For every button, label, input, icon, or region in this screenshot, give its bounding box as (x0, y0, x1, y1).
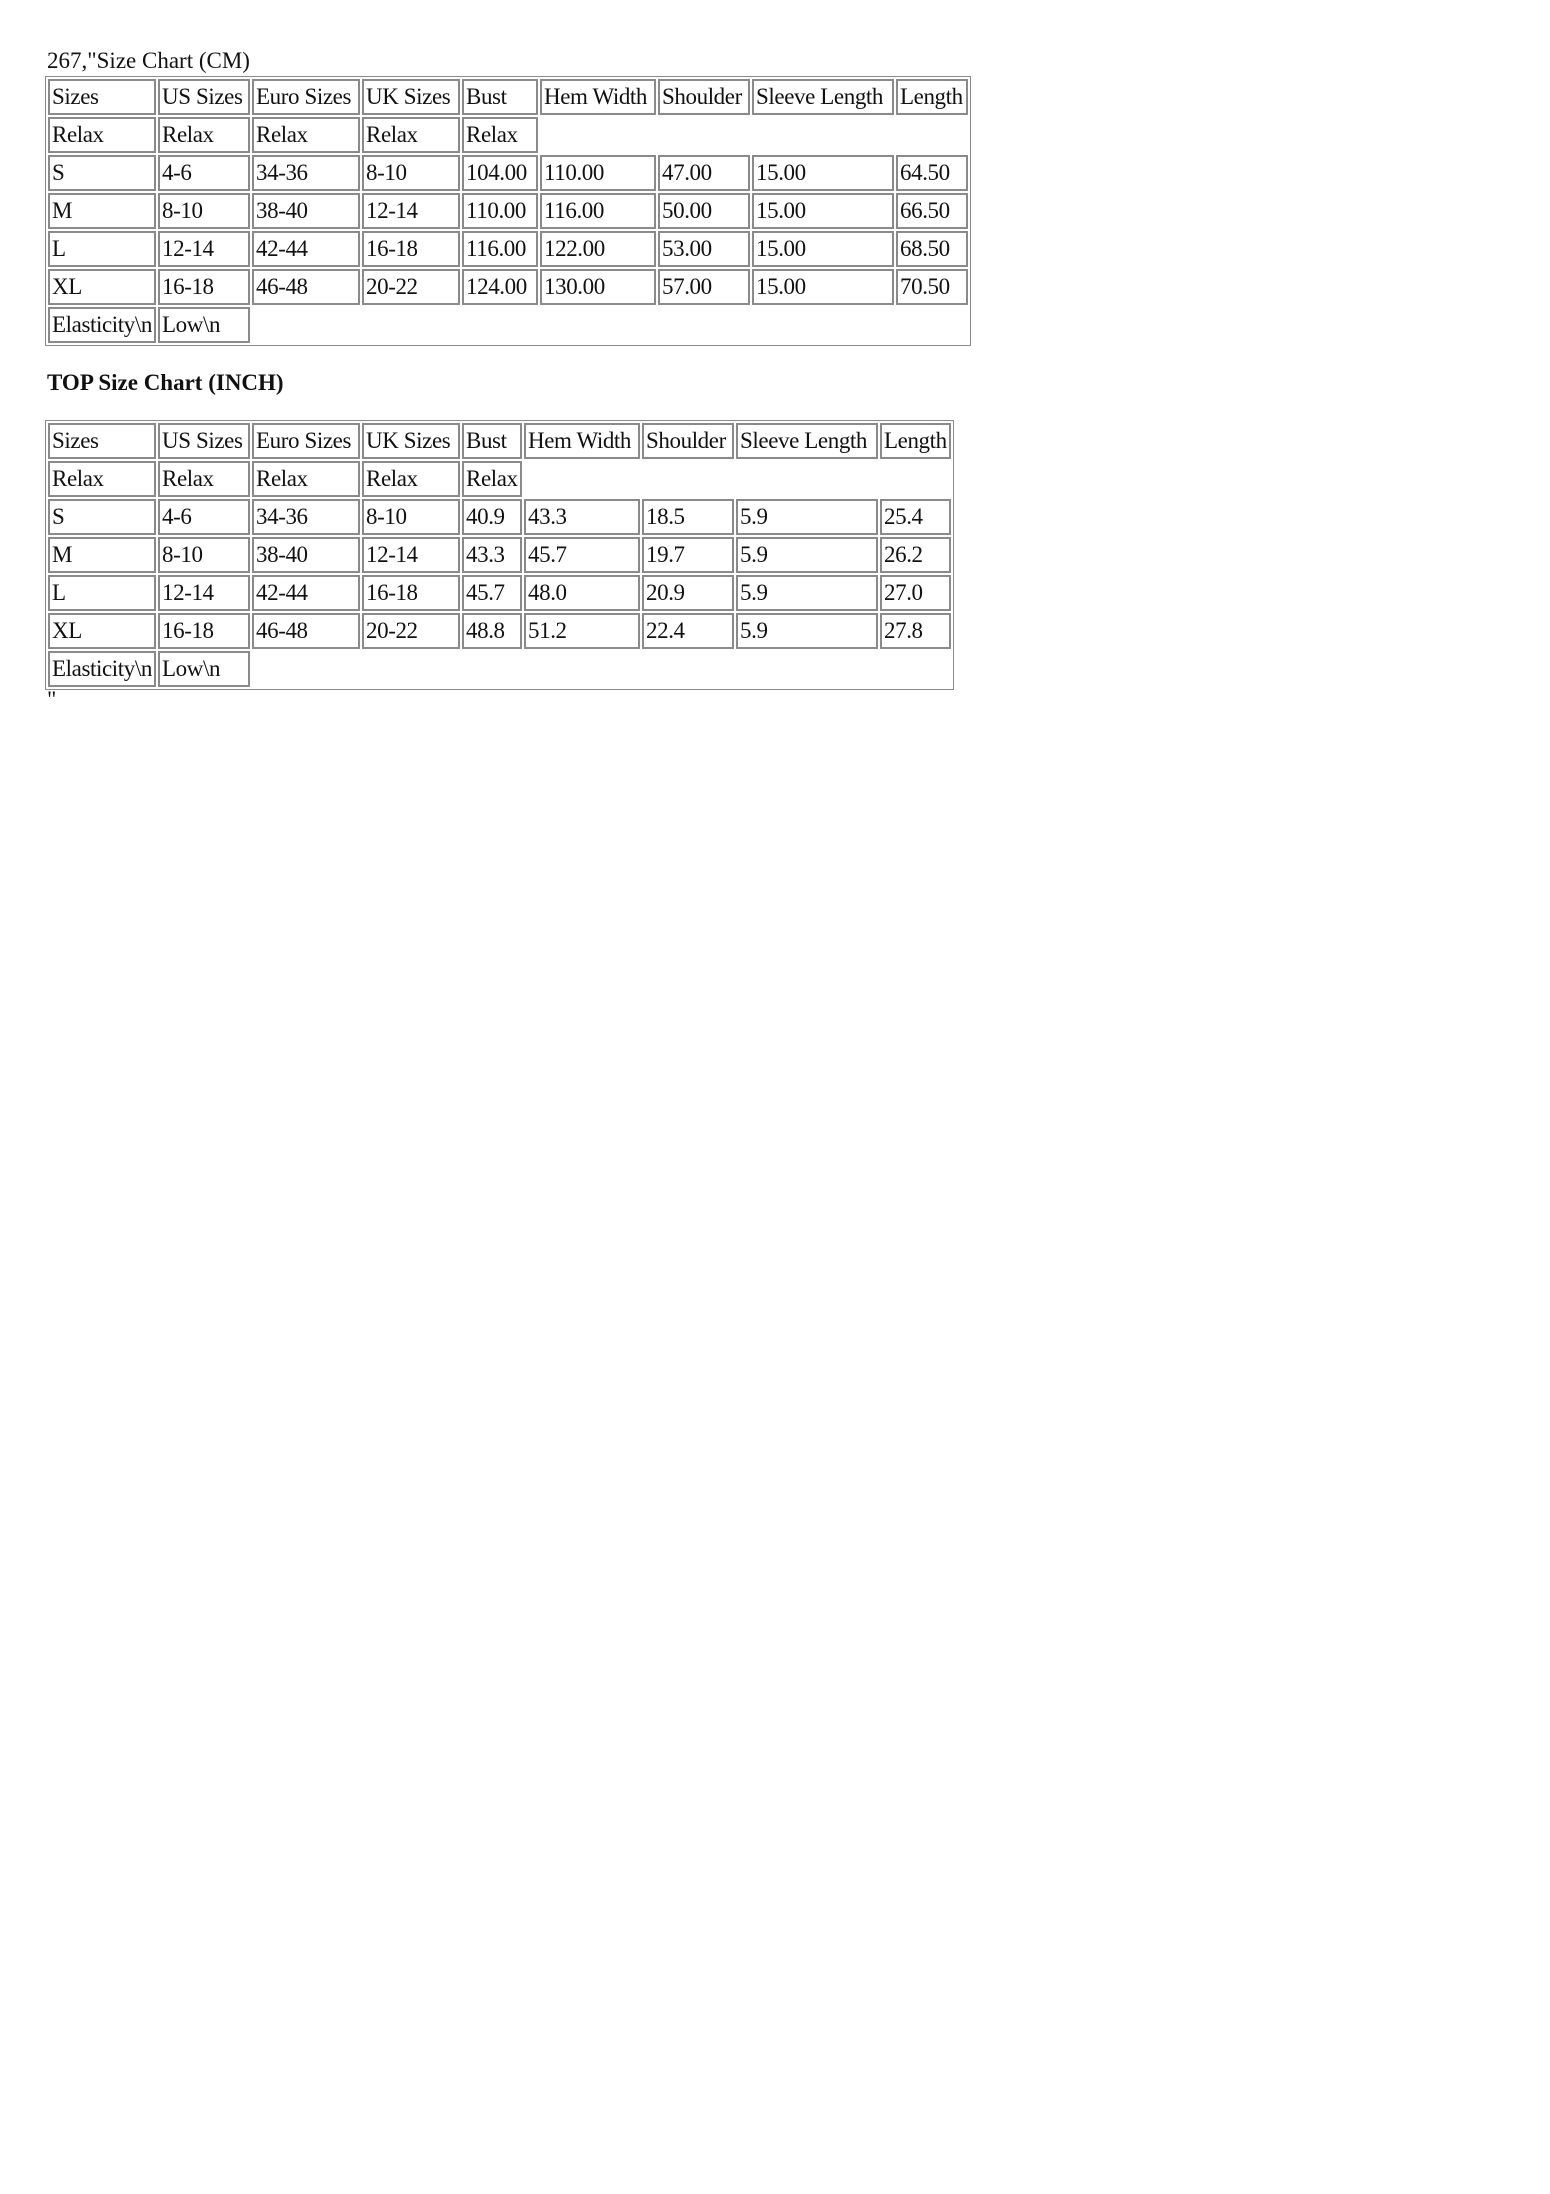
empty-cell (524, 651, 640, 687)
table-cell: XL (48, 613, 156, 649)
header-cell: Hem Width (540, 79, 656, 115)
header-cell: UK Sizes (362, 79, 460, 115)
empty-cell (462, 651, 522, 687)
header-cell: Euro Sizes (252, 423, 360, 459)
table-row (48, 537, 951, 573)
size-chart-cm-title: 267,"Size Chart (CM) (47, 48, 250, 73)
table-cell: 15.00 (752, 193, 894, 229)
empty-cell (752, 307, 894, 343)
empty-cell (896, 117, 968, 153)
elasticity-row (48, 651, 951, 687)
table-cell: 46-48 (252, 269, 360, 305)
table-cell: 22.4 (642, 613, 734, 649)
header-cell: US Sizes (158, 79, 250, 115)
table-cell: 8-10 (158, 193, 250, 229)
document-page (47, 46, 971, 710)
table-row (48, 575, 951, 611)
table-cell: M (48, 193, 156, 229)
fit-row (48, 117, 968, 153)
table-cell: 12-14 (362, 537, 460, 573)
table-row (48, 269, 968, 305)
fit-cell: Relax (362, 117, 460, 153)
table-cell: 8-10 (362, 499, 460, 535)
table-cell: 53.00 (658, 231, 750, 267)
table-cell: 16-18 (158, 613, 250, 649)
empty-cell (880, 651, 951, 687)
table-cell: S (48, 499, 156, 535)
elasticity-value-cell: Low\n (158, 307, 250, 343)
empty-cell (658, 117, 750, 153)
table-cell: 26.2 (880, 537, 951, 573)
fit-cell: Relax (252, 461, 360, 497)
fit-cell: Relax (252, 117, 360, 153)
header-cell: Shoulder (642, 423, 734, 459)
table-cell: 15.00 (752, 269, 894, 305)
fit-cell: Relax (362, 461, 460, 497)
table-cell: 70.50 (896, 269, 968, 305)
table-cell: 5.9 (736, 575, 878, 611)
table-cell: 4-6 (158, 155, 250, 191)
table-cell: 20-22 (362, 269, 460, 305)
table-cell: 124.00 (462, 269, 538, 305)
fit-cell: Relax (158, 117, 250, 153)
table-cell: 110.00 (462, 193, 538, 229)
table-cell: L (48, 575, 156, 611)
table-header-row (48, 79, 968, 115)
table-cell: 57.00 (658, 269, 750, 305)
header-cell: Sizes (48, 79, 156, 115)
size-chart-cm-table (45, 76, 971, 346)
table-cell: 18.5 (642, 499, 734, 535)
table-cell: 45.7 (524, 537, 640, 573)
table-cell: 12-14 (158, 231, 250, 267)
table-row (48, 193, 968, 229)
table-cell: 38-40 (252, 193, 360, 229)
closing-quote: " (47, 687, 57, 712)
table-row (48, 231, 968, 267)
empty-cell (462, 307, 538, 343)
table-cell: L (48, 231, 156, 267)
inch-chart-heading: TOP Size Chart (INCH) (47, 370, 284, 395)
empty-cell (362, 307, 460, 343)
table-cell: 20.9 (642, 575, 734, 611)
table-cell: 45.7 (462, 575, 522, 611)
header-cell: Sizes (48, 423, 156, 459)
empty-cell (880, 461, 951, 497)
empty-cell (642, 461, 734, 497)
table-cell: M (48, 537, 156, 573)
empty-cell (896, 307, 968, 343)
table-cell: 12-14 (158, 575, 250, 611)
table-cell: S (48, 155, 156, 191)
empty-cell (524, 461, 640, 497)
empty-cell (752, 117, 894, 153)
table-cell: 116.00 (540, 193, 656, 229)
header-cell: Hem Width (524, 423, 640, 459)
empty-cell (736, 461, 878, 497)
table-cell: 64.50 (896, 155, 968, 191)
elasticity-label-cell: Elasticity\n (48, 307, 156, 343)
fit-cell: Relax (462, 117, 538, 153)
header-cell: Length (880, 423, 951, 459)
table-cell: 104.00 (462, 155, 538, 191)
table-row (48, 613, 951, 649)
table-cell: 34-36 (252, 155, 360, 191)
fit-row (48, 461, 951, 497)
table-cell: 43.3 (462, 537, 522, 573)
elasticity-value-cell: Low\n (158, 651, 250, 687)
table-header-row (48, 423, 951, 459)
table-cell: 8-10 (158, 537, 250, 573)
table-row (48, 499, 951, 535)
table-cell: 116.00 (462, 231, 538, 267)
header-cell: UK Sizes (362, 423, 460, 459)
table-cell: 51.2 (524, 613, 640, 649)
table-cell: XL (48, 269, 156, 305)
empty-cell (252, 651, 360, 687)
table-cell: 42-44 (252, 231, 360, 267)
table-cell: 5.9 (736, 537, 878, 573)
table-cell: 19.7 (642, 537, 734, 573)
header-cell: US Sizes (158, 423, 250, 459)
table-cell: 16-18 (158, 269, 250, 305)
table-cell: 66.50 (896, 193, 968, 229)
table-cell: 48.0 (524, 575, 640, 611)
table-cell: 15.00 (752, 231, 894, 267)
table-cell: 12-14 (362, 193, 460, 229)
table-cell: 68.50 (896, 231, 968, 267)
header-cell: Sleeve Length (752, 79, 894, 115)
table-cell: 43.3 (524, 499, 640, 535)
fit-cell: Relax (158, 461, 250, 497)
empty-cell (540, 117, 656, 153)
fit-cell: Relax (48, 117, 156, 153)
table-cell: 122.00 (540, 231, 656, 267)
empty-cell (642, 651, 734, 687)
empty-cell (658, 307, 750, 343)
table-cell: 50.00 (658, 193, 750, 229)
size-chart-inch-table (45, 420, 954, 690)
table-cell: 4-6 (158, 499, 250, 535)
header-cell: Length (896, 79, 968, 115)
header-cell: Bust (462, 79, 538, 115)
fit-cell: Relax (48, 461, 156, 497)
empty-cell (362, 651, 460, 687)
table-cell: 20-22 (362, 613, 460, 649)
header-cell: Shoulder (658, 79, 750, 115)
table-cell: 5.9 (736, 613, 878, 649)
table-cell: 110.00 (540, 155, 656, 191)
table-cell: 16-18 (362, 231, 460, 267)
header-cell: Sleeve Length (736, 423, 878, 459)
table-cell: 27.0 (880, 575, 951, 611)
table-cell: 40.9 (462, 499, 522, 535)
table-cell: 15.00 (752, 155, 894, 191)
table-row (48, 155, 968, 191)
table-cell: 25.4 (880, 499, 951, 535)
header-cell: Euro Sizes (252, 79, 360, 115)
table-cell: 47.00 (658, 155, 750, 191)
table-cell: 46-48 (252, 613, 360, 649)
elasticity-row (48, 307, 968, 343)
table-cell: 27.8 (880, 613, 951, 649)
table-cell: 48.8 (462, 613, 522, 649)
empty-cell (252, 307, 360, 343)
fit-cell: Relax (462, 461, 522, 497)
elasticity-label-cell: Elasticity\n (48, 651, 156, 687)
header-cell: Bust (462, 423, 522, 459)
table-cell: 34-36 (252, 499, 360, 535)
table-cell: 8-10 (362, 155, 460, 191)
table-cell: 130.00 (540, 269, 656, 305)
table-cell: 42-44 (252, 575, 360, 611)
empty-cell (736, 651, 878, 687)
empty-cell (540, 307, 656, 343)
table-cell: 5.9 (736, 499, 878, 535)
table-cell: 38-40 (252, 537, 360, 573)
table-cell: 16-18 (362, 575, 460, 611)
